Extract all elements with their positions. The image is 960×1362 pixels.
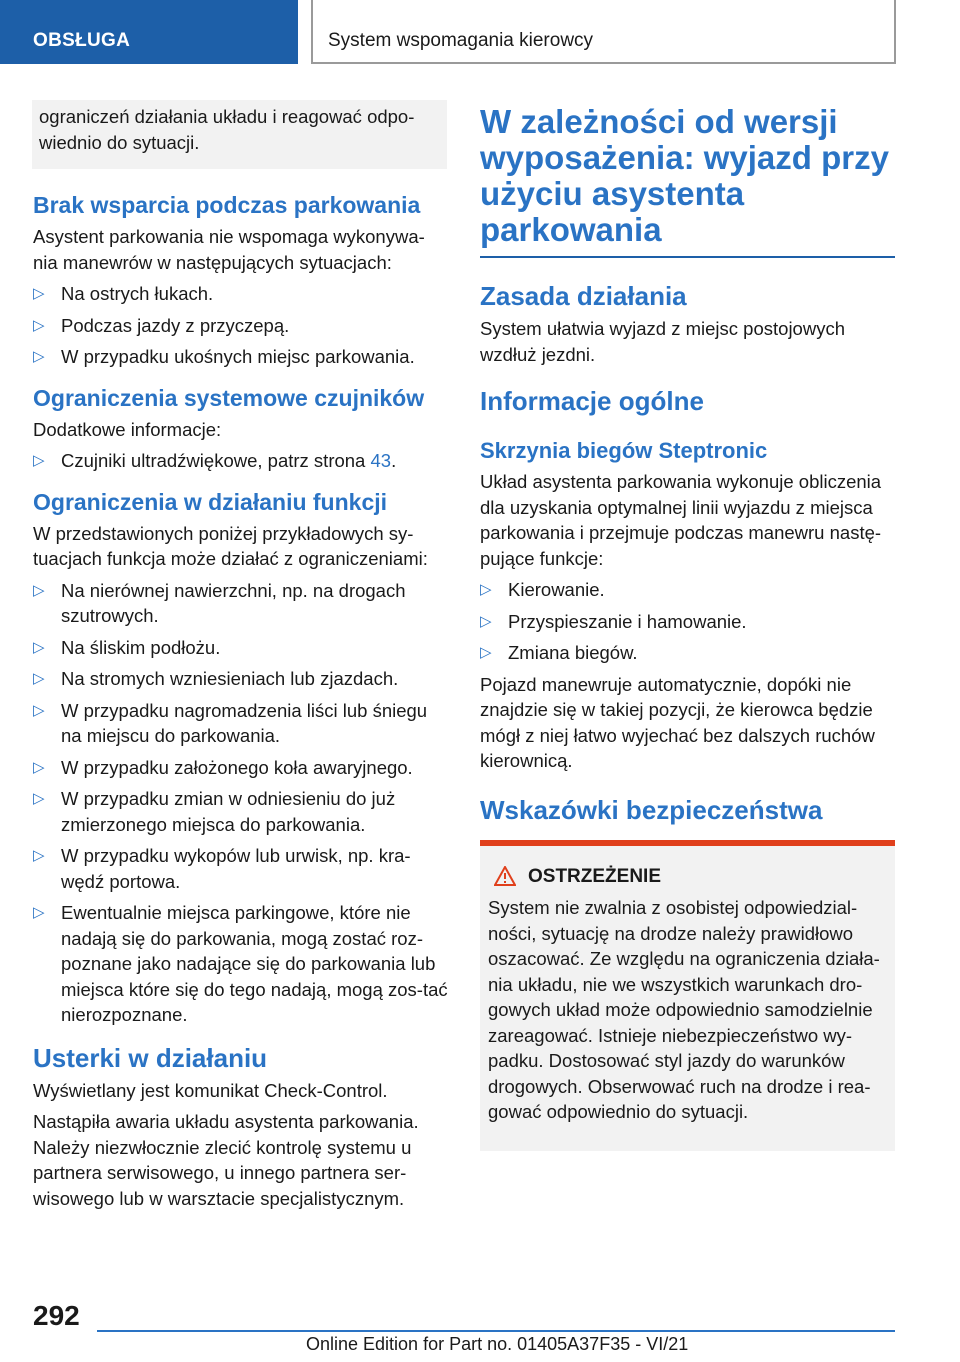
section-intro: W przedstawionych poniżej przykładowych sy-tuacjach funkcja może działać z ograniczeniami: [33,522,428,569]
bullet-list [33,578,448,1028]
section-intro: Układ asystenta parkowania wykonuje obliczenia dla uzyskania optymalnej linii wyjazdu z miejsca parkowania i przejmuje podczas manewru nastę-pujące funkcje: [480,471,882,569]
triangle-bullet-icon: ▷ [480,612,492,630]
triangle-bullet-icon: ▷ [33,316,45,334]
triangle-bullet-icon: ▷ [33,348,45,365]
chapter-heading: W zależności od wersji wyposażenia: wyjazd przy użyciu asystenta parkowania [480,103,889,248]
page-number: 292 [33,1300,80,1331]
warning-title: OSTRZEŻENIE [528,865,662,887]
paragraph: Wyświetlany jest komunikat Check-Control. [33,1079,388,1101]
section-title: Ograniczenia w działaniu funkcji [33,488,388,515]
list-item: ▷ W przypadku nagromadzenia liści lub śniegu na miejscu do parkowania. [33,699,428,746]
section-no-support [33,191,448,370]
section-title: Brak wsparcia podczas parkowania [33,192,421,218]
section-principle [480,280,895,367]
warning-text: System nie zwalnia z osobistej odpowiedzial-ności, sytuację na drodze należy prawidłowo oszacować. Ze względu na ograniczenia działa-nia układu, nie we wszystkich warunkach dro-gowych układ może odpowiednio samodzielnie zareagować. Istnieje niebezpieczeństwo wy-padku. Dostosować styl jazdy do warunków drogowych. Obserwować ruch na drodze i rea-gować odpowiednio do sytuacji. [488,897,880,1122]
triangle-bullet-icon: ▷ [33,581,45,599]
section-intro: Asystent parkowania nie wspomaga wykonywa-nia manewrów w następujących sytuacjach: [33,226,425,273]
triangle-bullet-icon: ▷ [33,847,45,864]
triangle-bullet-icon: ▷ [33,638,45,656]
list-item: ▷ Zmiana biegów. [480,640,895,666]
section-malfunction [33,1042,448,1212]
list-item: ▷ Na stromych wzniesieniach lub zjazdach. [33,666,448,692]
section-steptronic [480,437,895,774]
section-intro: Dodatkowe informacje: [33,418,222,440]
footer-edition: Online Edition for Part no. 01405A37F35 - VI/21 [306,1334,689,1354]
paragraph: Nastąpiła awaria układu asystenta parkowania. Należy niezwłocznie zlecić kontrolę systemu u partnera serwisowego, u innego partnera ser-wisowego lub w warsztacie specjalistycznym. [33,1111,419,1209]
list-item: ▷ Czujniki ultradźwiękowe, patrz strona 43. [33,448,448,474]
triangle-bullet-icon: ▷ [33,452,45,469]
list-item: ▷ Na śliskim podłożu. [33,635,448,661]
header-section-label: OBSŁUGA [33,30,131,51]
note-text: ograniczeń działania układu i reagować odpo-wiednio do sytuacji. [39,106,415,153]
triangle-bullet-icon: ▷ [480,581,492,598]
section-title: Zasada działania [480,281,687,311]
warning-triangle-icon [494,866,516,886]
triangle-bullet-icon: ▷ [33,285,45,302]
section-general-info [480,385,895,417]
section-sensor-limits [33,384,448,474]
triangle-bullet-icon: ▷ [33,701,45,719]
subsection-title: Skrzynia biegów Steptronic [480,438,768,463]
triangle-bullet-icon: ▷ [33,670,45,687]
list-item: ▷ W przypadku wykopów lub urwisk, np. kra-wędź portowa. [33,845,411,892]
section-title: Usterki w działaniu [33,1042,268,1073]
list-item: ▷ W przypadku zmian w odniesieniu do już zmierzonego miejsca do parkowania. [33,788,396,835]
page-link[interactable]: 43 [370,450,392,471]
footer-divider [97,1330,895,1332]
list-item: ▷ W przypadku ukośnych miejsc parkowania. [33,344,448,370]
triangle-bullet-icon: ▷ [480,644,492,661]
list-item: ▷ Podczas jazdy z przyczepą. [33,313,448,339]
triangle-bullet-icon: ▷ [33,758,45,776]
section-title: Informacje ogólne [480,386,704,416]
section-function-limits [33,488,448,1028]
header-section-tab [0,0,298,64]
section-safety [480,794,895,1151]
section-title: Ograniczenia systemowe czujników [33,384,425,411]
warning-header [488,864,885,890]
list-item: ▷ Przyspieszanie i hamowanie. [480,609,895,635]
bullet-list [480,577,895,666]
header-chapter-label: System wspomagania kierowcy [328,30,594,51]
header-chapter-box [311,0,896,64]
paragraph: System ułatwia wyjazd z miejsc postojowych wzdłuż jezdni. [480,318,845,365]
list-item: ▷ Ewentualnie miejsca parkingowe, które nie nadają się do parkowania, mogą zostać roz-poznane jako nadające się do parkowania lub miejsca które się do tego nadają, mogą zos-tać nierozpoznane. [33,902,448,1025]
section-title: Wskazówki bezpieczeństwa [480,794,823,825]
triangle-bullet-icon: ▷ [33,904,45,921]
bullet-list [33,281,448,370]
triangle-bullet-icon: ▷ [33,790,45,807]
chapter-heading-block [480,104,895,258]
warning-box [480,846,895,1151]
paragraph: Pojazd manewruje automatycznie, dopóki nie znajdzie się w takiej pozycji, że kierowca będzie mógł z niej łatwo wyjechać bez dalszych ruchów kierownicą. [480,673,875,771]
list-item: ▷ Na nierównej nawierzchni, np. na drogach szutrowych. [33,579,406,626]
continued-note [32,100,447,169]
right-column [480,104,895,1159]
left-column [33,100,448,1219]
bullet-list [33,448,448,474]
list-item: ▷ Na ostrych łukach. [33,281,448,307]
list-item: ▷ W przypadku założonego koła awaryjnego. [33,755,448,781]
list-item: ▷ Kierowanie. [480,577,895,603]
